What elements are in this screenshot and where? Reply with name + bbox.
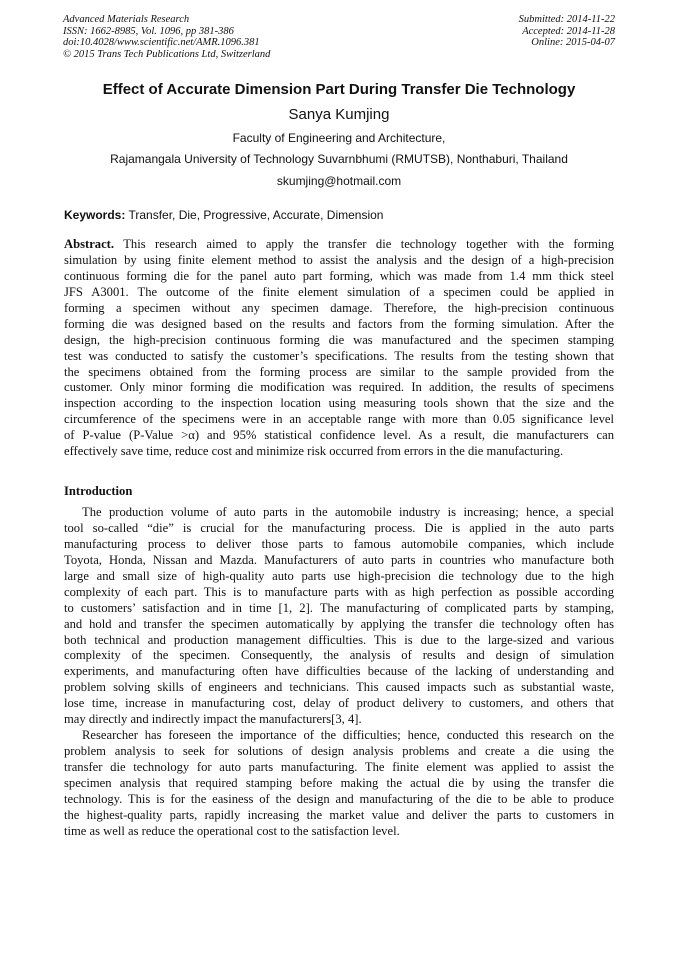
abstract-label: Abstract. <box>64 237 115 251</box>
text-line: test was conducted to satisfy the customer’s specifications. The results from the testing shown that <box>64 348 614 363</box>
keywords-text: Transfer, Die, Progressive, Accurate, Dimension <box>125 208 384 222</box>
text-line: Researcher has foreseen the importance of the difficulties; hence, conducted this research on the <box>82 728 614 742</box>
text-line: transfer die technology for auto parts manufacturing. The finite element was applied to assist the <box>64 759 614 774</box>
text-line: complexity of each part. This is to manufacture parts with as high perfection as possible according <box>64 584 614 599</box>
text-line: technology. This is for the easiness of the design and manufacturing of the die to be able to produce <box>64 791 614 806</box>
text-line: the highest-quality parts, rapidly increasing the market value and deliver the parts to customers in <box>64 807 614 822</box>
journal-info <box>63 14 270 60</box>
text-line: complexity of the specimen. Consequently, the analysis of results and design of simulation <box>64 648 614 663</box>
header-line: doi:10.4028/www.scientific.net/AMR.1096.381 <box>63 37 260 48</box>
text-line: large and small size of high-quality auto parts use high-precision die technology due to the high <box>64 568 614 583</box>
text-line: The production volume of auto parts in the automobile industry is increasing; hence, a special <box>82 505 614 519</box>
text-line: customer. Only minor forming die modification was required. In addition, the results of specimens <box>64 380 614 395</box>
text-line: problem analysis to seek for solutions of design analysis problems and create a die using the <box>64 743 614 758</box>
text-line: Toyota, Honda, Nissan and Mazda. Manufacturers of auto parts in countries who manufacture both <box>64 552 614 567</box>
text-line <box>64 237 614 253</box>
text-line: experiments, and manufacturing often have difficulties because of the lacking of understanding and <box>64 664 614 679</box>
text-line: and hold and transfer the specimen automatically by applying the transfer die technology often has <box>64 616 614 631</box>
introduction-paragraph-2 <box>64 728 614 840</box>
text-line: of P-value (P-Value >α) and 95% statistical confidence level. As a result, die manufacturers can <box>64 428 614 443</box>
text-line: time as well as reduce the operational cost to the satisfaction level. <box>64 823 400 838</box>
header-line: © 2015 Trans Tech Publications Ltd, Switzerland <box>63 48 271 60</box>
text-line: continuous forming die for the panel auto part forming, which was made from 1.4 mm thick steel <box>64 268 614 283</box>
text-line: specimen analysis that required stamping before making the actual die by using the transfer die <box>64 775 614 790</box>
paper-title: Effect of Accurate Dimension Part During Transfer Die Technology <box>102 81 576 98</box>
text-line: simulation by using finite element method to assist the analysis and the design of a high-precision <box>64 252 614 267</box>
abstract-text: This research aimed to apply the transfer die technology together with the forming <box>114 237 614 251</box>
submission-dates <box>519 14 615 49</box>
text-line: inspection according to the inspection location using measuring tools shown that the size and the <box>64 396 614 411</box>
header-line: Advanced Materials Research <box>63 14 190 25</box>
header-line: Submitted: 2014-11-22 <box>518 14 615 25</box>
author-email: skumjing@hotmail.com <box>276 174 402 188</box>
text-line: to customers’ satisfaction and in time [1, 2]. The manufacturing of complicated parts by stamping, <box>64 600 614 615</box>
text-line: may directly and indirectly impact the manufacturers[3, 4]. <box>64 712 362 727</box>
text-line: lose time, increase in manufacturing cost, delay of product delivery to customers, and others that <box>64 696 614 711</box>
introduction-paragraph-1 <box>64 505 614 728</box>
affiliation-university: Rajamangala University of Technology Suvarnbhumi (RMUTSB), Nonthaburi, Thailand <box>110 152 568 166</box>
abstract <box>64 237 614 460</box>
text-line: both technical and production management difficulties. This is due to the large-sized and various <box>64 632 614 647</box>
header-line: Accepted: 2014-11-28 <box>522 25 615 37</box>
author-name: Sanya Kumjing <box>288 106 390 123</box>
text-line: manufacturing process to deliver those parts to famous automobile companies, which include <box>64 536 614 551</box>
keywords <box>64 208 383 222</box>
affiliation-faculty: Faculty of Engineering and Architecture, <box>232 131 446 145</box>
text-line: design, the high-precision continuous forming die was manufactured and the specimen stamping <box>64 332 614 347</box>
text-line: the specimens obtained from the forming process are similar to the sample provided from the <box>64 364 614 379</box>
text-line: forming die was designed based on the results and factors from the forming simulation. After the <box>64 316 614 331</box>
header-line: Online: 2015-04-07 <box>531 37 615 48</box>
text-line: tool so-called “die” is crucial for the manufacturing process. Die is applied in the auto parts <box>64 520 614 535</box>
text-line: forming a specimen without any specimen damage. Therefore, the high-precision continuous <box>64 300 614 315</box>
text-line: circumference of the specimens were in an acceptable range with more than 0.05 significance level <box>64 412 614 427</box>
section-heading-introduction: Introduction <box>64 484 133 498</box>
text-line: problem solving skills of engineers and technicians. This caused impacts such as substantial waste, <box>64 680 614 695</box>
text-line: effectively save time, reduce cost and minimize risk occurred from errors in the die manufacturing. <box>64 444 564 459</box>
text-line: JFS A3001. The outcome of the finite element simulation of a specimen could be applied in <box>64 284 614 299</box>
keywords-label: Keywords: <box>64 208 126 222</box>
header-line: ISSN: 1662-8985, Vol. 1096, pp 381-386 <box>63 25 234 37</box>
